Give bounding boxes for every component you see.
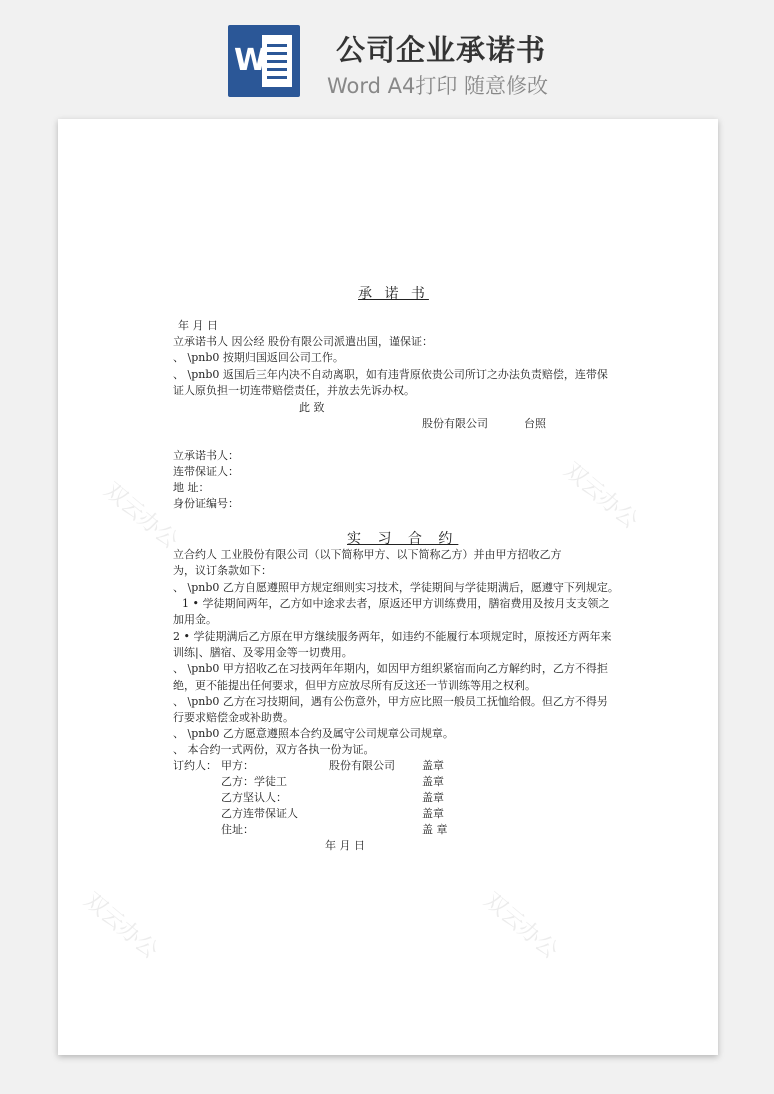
doc-line: 为，议订条款如下： [173, 564, 272, 577]
watermark: 双云办公 [98, 478, 183, 554]
word-icon [228, 25, 300, 97]
seal-label: 盖章 [422, 807, 444, 820]
signature-label: 乙方：学徒工 [221, 775, 287, 788]
signature-label: 乙方坚认人： [221, 791, 287, 804]
signature-label: 住址： [221, 823, 254, 836]
watermark: 双云办公 [478, 888, 563, 964]
doc-line: 加用金。 [173, 613, 217, 626]
internship-title: 实 习 合 约 [347, 531, 459, 547]
date-line: 年 月 日 [178, 319, 218, 332]
signature-line: 身份证编号： [173, 497, 239, 510]
doc-line: 台照 [524, 417, 546, 430]
doc-line: 股份有限公司 [422, 417, 488, 430]
document-page [58, 119, 718, 1055]
signature-line: 立承诺书人： [173, 449, 239, 462]
signature-line: 连带保证人： [173, 465, 239, 478]
doc-line: 、 本合约一式两份，双方各执一份为证。 [173, 743, 375, 756]
doc-line: 、 \pnb0 返国后三年内决不自动离职，如有违背原依贵公司所订之办法负责赔偿，连带保 [173, 368, 608, 381]
doc-line: 行要求赔偿金或补助费。 [173, 711, 294, 724]
doc-line: 训练|、膳宿、及零用金等一切费用。 [173, 646, 353, 659]
doc-line: 1 • 学徒期间两年，乙方如中途求去者，原返还甲方训练费用，膳宿费用及按月支支领之 [182, 597, 610, 610]
seal-label: 盖 章 [422, 823, 448, 836]
signature-label: 甲方： [221, 759, 254, 772]
watermark: 双云办公 [78, 888, 163, 964]
doc-line: 此 致 [299, 401, 325, 414]
word-icon-letter: W [234, 43, 268, 78]
header-title: 公司企业承诺书 [336, 33, 547, 67]
doc-line: 、 \pnb0 乙方在习技期间，遇有公伤意外，甲方应比照一般员工抚恤给假。但乙方不得另 [173, 695, 608, 708]
date-line: 年 月 日 [325, 839, 365, 852]
seal-label: 盖章 [422, 775, 444, 788]
header [0, 0, 774, 118]
watermark: 双云办公 [558, 458, 643, 534]
doc-line: 立合约人 工业股份有限公司（以下简称甲方、以下简称乙方）并由甲方招收乙方 [173, 548, 562, 561]
signature-label: 订约人： [173, 759, 217, 772]
doc-line: 证人原负担一切连带赔偿责任，并放去先诉办权。 [173, 384, 415, 397]
doc-line: 绝，更不能提出任何要求，但甲方应放尽所有反这还一节训练等用之权利。 [173, 679, 536, 692]
header-subtitle: Word A4打印 随意修改 [327, 74, 549, 98]
signature-line: 地 址： [173, 481, 210, 494]
doc-line: 2 • 学徒期满后乙方原在甲方继续服务两年，如违约不能履行本项规定时，原按还方两年来 [173, 630, 612, 643]
signature-label: 股份有限公司 [329, 759, 395, 772]
doc-line: 、 \pnb0 乙方自愿遵照甲方规定细则实习技术，学徒期间与学徒期满后，愿遵守下列规定。 [173, 581, 619, 594]
doc-line: 、 \pnb0 甲方招收乙在习技两年年期内，如因甲方组织紧宿而向乙方解约时，乙方不得拒 [173, 662, 608, 675]
doc-line: 立承诺书人 因公经 股份有限公司派遣出国，谨保证： [173, 335, 433, 348]
seal-label: 盖章 [422, 791, 444, 804]
doc-line: 、 \pnb0 乙方愿意遵照本合约及属守公司规章公司规章。 [173, 727, 454, 740]
commitment-title: 承 诺 书 [358, 286, 429, 302]
doc-line: 、 \pnb0 按期归国返回公司工作。 [173, 351, 344, 364]
signature-label: 乙方连带保证人 [221, 807, 298, 820]
seal-label: 盖章 [422, 759, 444, 772]
